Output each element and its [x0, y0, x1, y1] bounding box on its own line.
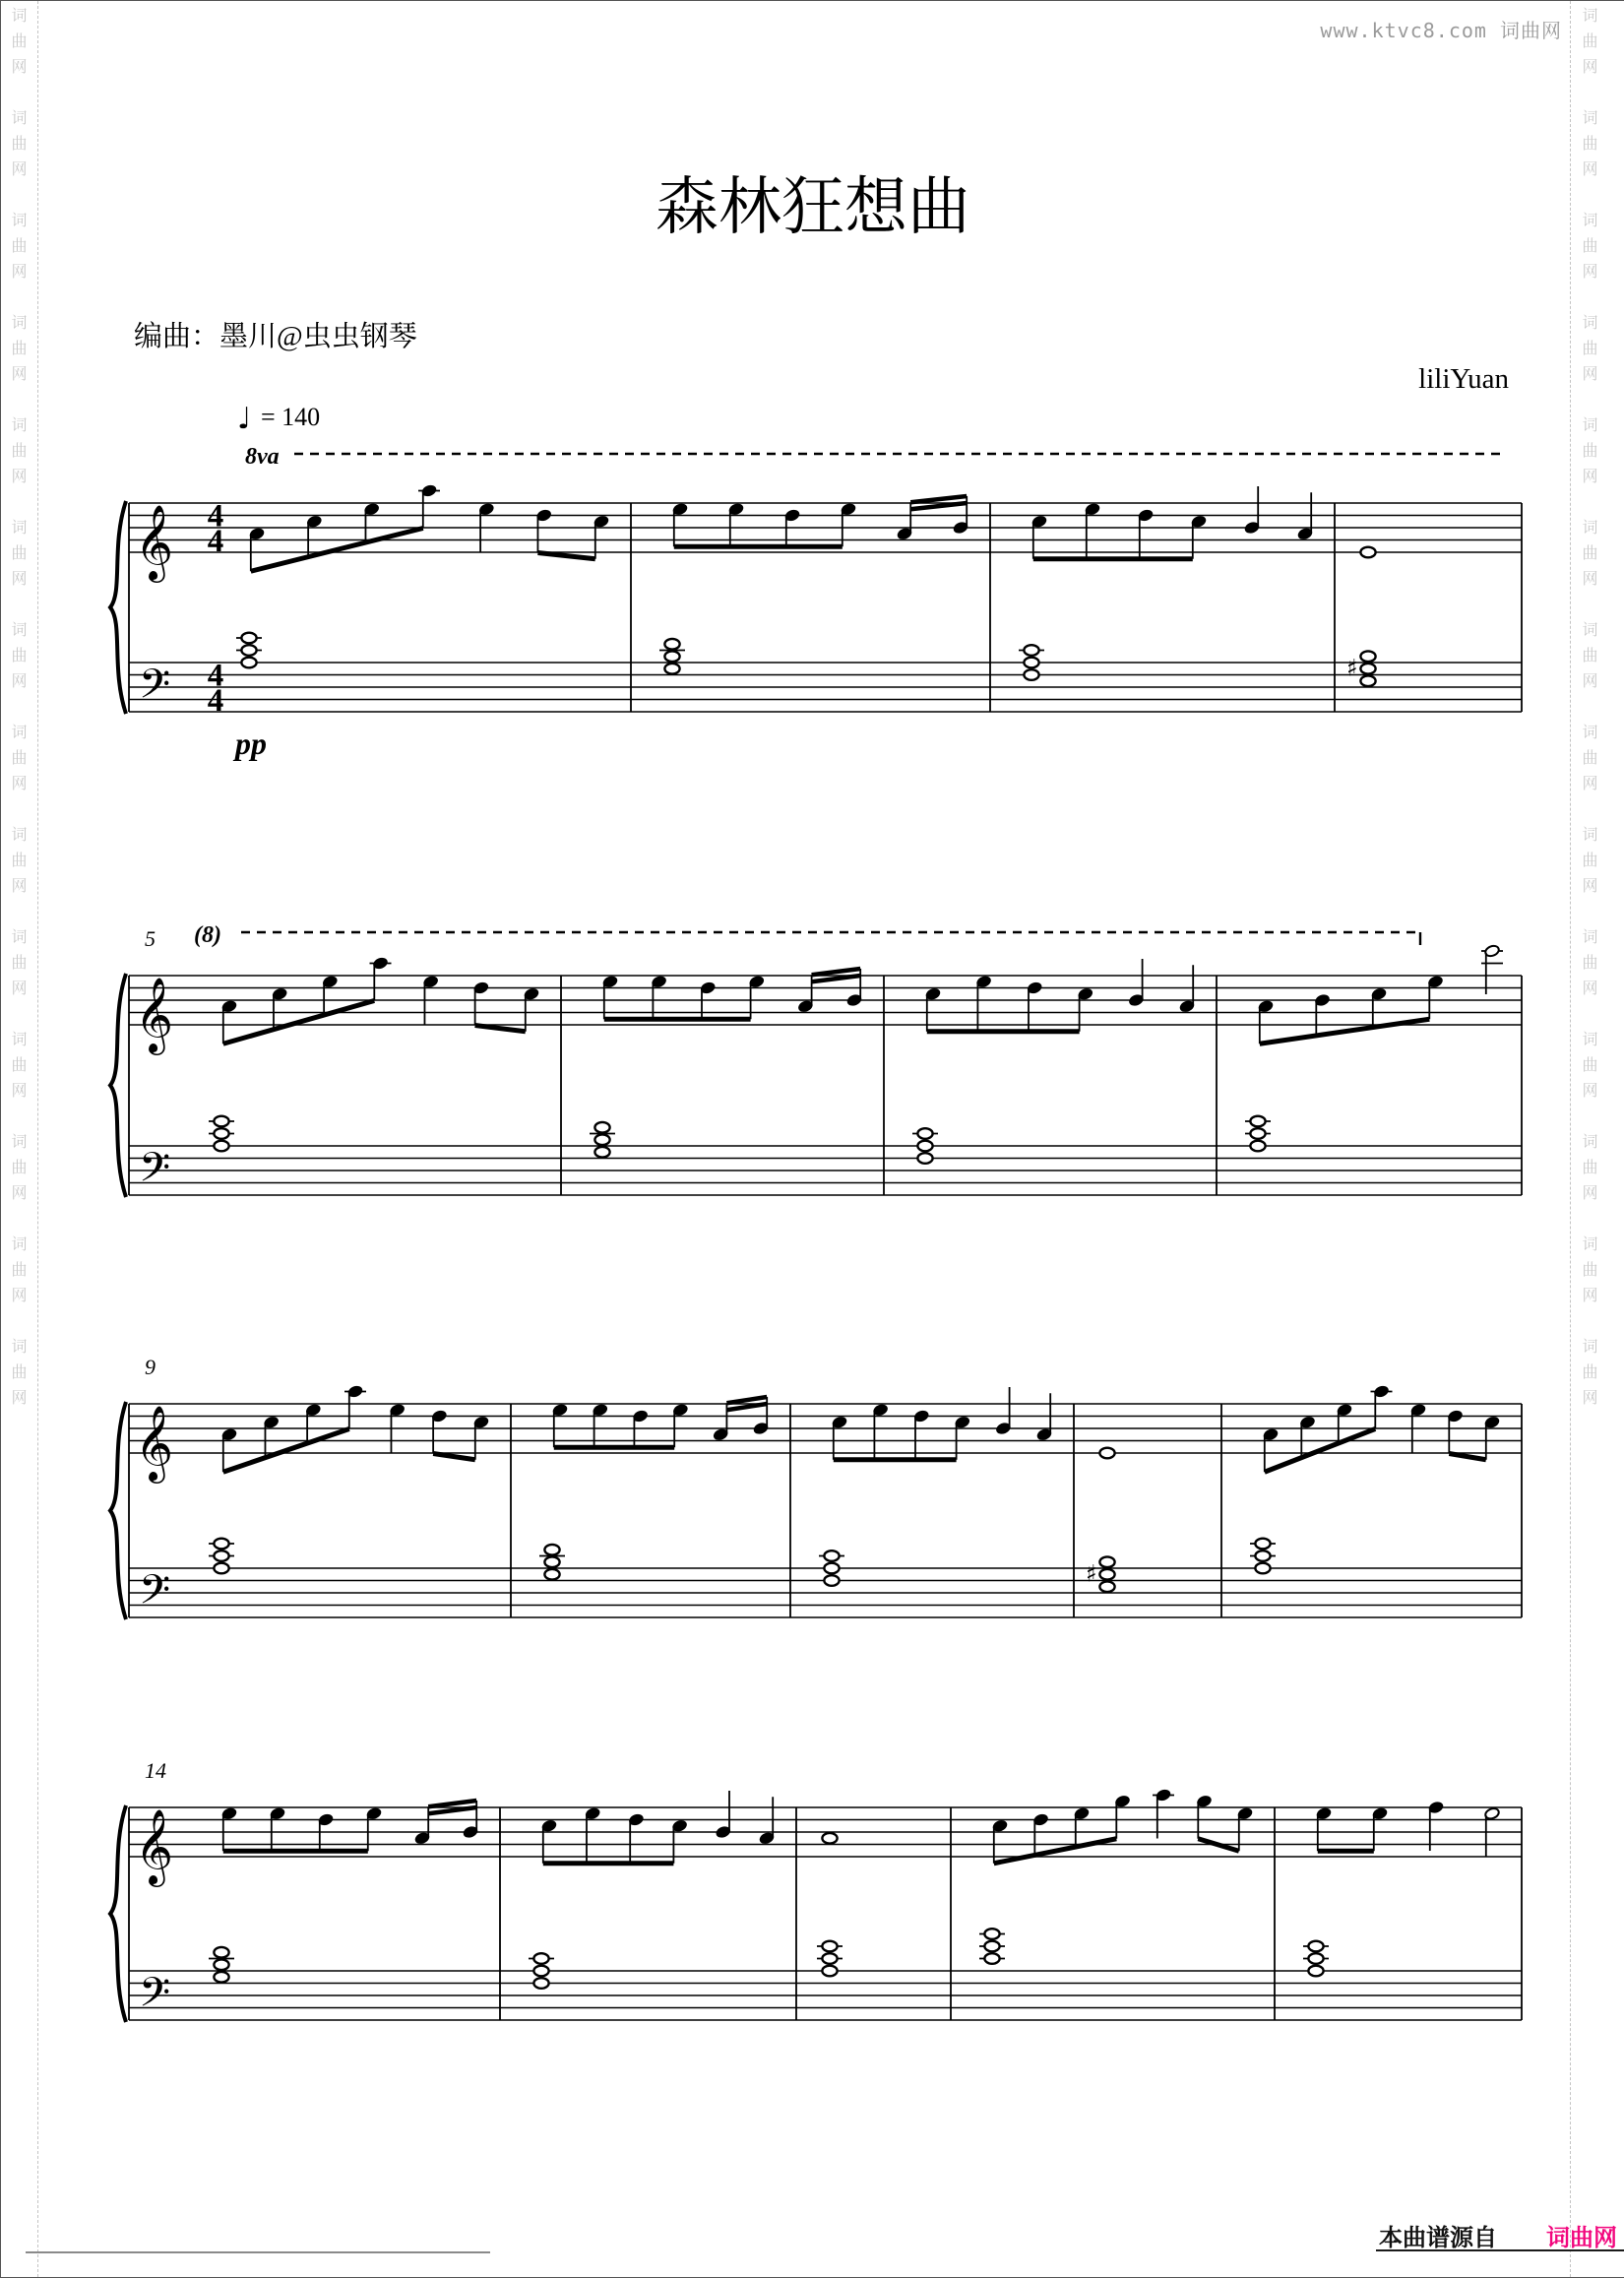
- notehead: [214, 1128, 228, 1139]
- beam: [1449, 1454, 1486, 1460]
- system: [110, 1758, 1522, 2026]
- notehead: [214, 1116, 228, 1127]
- bass-clef-icon: 𝄢: [139, 1566, 171, 1623]
- measure: [539, 1397, 769, 1580]
- footer-source-prefix: 本曲谱源自: [1379, 2224, 1497, 2251]
- notehead: [824, 1550, 839, 1561]
- bass-chord: [590, 1122, 615, 1158]
- measure: [209, 957, 539, 1152]
- notehead: [984, 1929, 999, 1939]
- notehead: [1308, 1953, 1323, 1964]
- system-brace: [110, 1805, 126, 2022]
- beam: [223, 1001, 374, 1044]
- measure-number: 9: [145, 1355, 156, 1379]
- notehead: [1250, 1128, 1265, 1139]
- notehead: [214, 1972, 228, 1983]
- bass-clef-icon: 𝄢: [139, 1969, 171, 2026]
- measure: [209, 1801, 478, 1983]
- bass-chord: [1086, 1556, 1115, 1592]
- measure: [1086, 1448, 1115, 1592]
- song-title: 森林狂想曲: [656, 172, 970, 242]
- notehead: [664, 639, 679, 650]
- notehead: [664, 651, 679, 662]
- notehead: [1024, 669, 1038, 680]
- bass-clef-icon: 𝄢: [139, 1144, 171, 1201]
- notehead: [1360, 664, 1375, 674]
- measure: [209, 1385, 489, 1574]
- notehead: [822, 1953, 837, 1964]
- footer-source: [1379, 2218, 1617, 2252]
- time-signature-bottom: 4: [207, 524, 224, 559]
- beam: [726, 1397, 767, 1403]
- beam: [251, 529, 423, 572]
- footer-source-site[interactable]: 词曲网: [1546, 2224, 1617, 2251]
- system-brace: [110, 501, 126, 714]
- notehead: [214, 1141, 228, 1152]
- system: [110, 926, 1522, 1201]
- notehead: [1250, 1116, 1265, 1127]
- bass-clef-icon: 𝄢: [139, 661, 171, 718]
- measure: [1250, 1385, 1500, 1574]
- system: [110, 1355, 1522, 1623]
- notehead: [533, 1966, 548, 1977]
- notehead: [984, 1953, 999, 1964]
- notehead: [544, 1556, 559, 1567]
- notehead: [241, 633, 256, 644]
- notehead: [1360, 675, 1375, 686]
- arranger-credit: 编曲：墨川@虫虫钢琴: [134, 321, 417, 352]
- notehead: [1360, 651, 1375, 662]
- notehead: [824, 1575, 839, 1586]
- bass-chord: [659, 639, 685, 674]
- beam: [223, 1429, 349, 1473]
- notehead: [214, 1563, 228, 1574]
- beam: [812, 969, 861, 975]
- notehead: [214, 1959, 228, 1970]
- time-signature-top: 4: [207, 658, 224, 694]
- beam: [433, 1454, 475, 1460]
- notehead: [984, 1941, 999, 1952]
- treble-clef-icon: 𝄞: [135, 1405, 174, 1481]
- notehead: [1255, 1550, 1270, 1561]
- beam: [1260, 1019, 1430, 1044]
- bass-chord: [979, 1929, 1005, 1964]
- notehead: [533, 1953, 548, 1964]
- notehead: [917, 1128, 932, 1139]
- notehead: [1255, 1563, 1270, 1574]
- notehead: [241, 645, 256, 656]
- score-svg: [1, 1, 1624, 2277]
- system-brace: [110, 1402, 126, 1619]
- time-signature-bottom: 4: [207, 683, 224, 719]
- measure-number: 5: [145, 926, 156, 951]
- measure: [659, 496, 968, 674]
- notehead: [594, 1122, 609, 1133]
- notehead: [917, 1153, 932, 1164]
- site-watermark: www.ktvc8.com 词曲网: [1320, 19, 1562, 42]
- sharp-accidental: ♯: [1086, 1559, 1097, 1588]
- notehead: [214, 1550, 228, 1561]
- notehead: [664, 664, 679, 674]
- notehead: [241, 658, 256, 668]
- beam: [537, 553, 594, 559]
- measure: [236, 484, 609, 668]
- author-credit: liliYuan: [1418, 363, 1509, 395]
- treble-clef-icon: 𝄞: [135, 977, 174, 1052]
- notehead: [1099, 1569, 1114, 1580]
- tempo-value: = 140: [261, 403, 321, 431]
- beam: [726, 1404, 767, 1410]
- notehead: [1024, 645, 1038, 656]
- measure: [912, 959, 1195, 1164]
- notehead: [544, 1545, 559, 1555]
- left-side-watermark-rail: 词曲网 词曲网 词曲网 词曲网 词曲网 词曲网 词曲网 词曲网 词曲网 词曲网 词曲网 词曲网 词曲网 词曲网: [9, 7, 28, 1440]
- notehead: [1250, 1141, 1265, 1152]
- notehead: [1099, 1448, 1114, 1459]
- notehead: [822, 1833, 837, 1844]
- beam: [428, 1807, 476, 1813]
- sharp-accidental: ♯: [1346, 654, 1358, 682]
- notehead: [1308, 1941, 1323, 1952]
- notehead: [1099, 1556, 1114, 1567]
- beam: [428, 1801, 476, 1806]
- notehead: [1099, 1581, 1114, 1592]
- octave-mark-label: (8): [194, 922, 221, 948]
- measure: [979, 1789, 1253, 1964]
- bass-chord: [1346, 651, 1376, 686]
- measure-number: 14: [145, 1758, 166, 1783]
- notehead: [594, 1134, 609, 1145]
- beam: [1265, 1429, 1376, 1473]
- measure: [1346, 547, 1376, 686]
- notehead: [214, 1947, 228, 1958]
- notehead: [824, 1563, 839, 1574]
- notehead: [214, 1539, 228, 1550]
- beam: [812, 976, 861, 981]
- beam: [475, 1026, 526, 1032]
- dynamic-marking: pp: [235, 726, 267, 761]
- measure: [1303, 1801, 1500, 1976]
- measure: [590, 969, 862, 1158]
- bass-chord: [209, 1947, 234, 1983]
- tempo-beat-icon: ♩: [237, 402, 252, 436]
- treble-clef-icon: 𝄞: [135, 1808, 174, 1884]
- notehead: [1024, 658, 1038, 668]
- notehead: [544, 1569, 559, 1580]
- notehead: [1308, 1966, 1323, 1977]
- beam: [910, 496, 967, 502]
- system: [110, 484, 1522, 719]
- notehead: [822, 1941, 837, 1952]
- right-side-watermark-rail: 词曲网 词曲网 词曲网 词曲网 词曲网 词曲网 词曲网 词曲网 词曲网 词曲网 词曲网 词曲网 词曲网 词曲网: [1580, 7, 1598, 1440]
- time-signature-top: 4: [207, 498, 224, 535]
- beam: [910, 503, 967, 509]
- notehead: [533, 1978, 548, 1989]
- notehead: [822, 1966, 837, 1977]
- measure: [817, 1833, 843, 1976]
- system-brace: [110, 974, 126, 1197]
- treble-clef-icon: 𝄞: [135, 504, 174, 580]
- notehead: [917, 1141, 932, 1152]
- notehead: [1255, 1539, 1270, 1550]
- octave-mark-label: 8va: [245, 444, 280, 470]
- beam: [994, 1839, 1117, 1864]
- notehead: [1360, 547, 1375, 558]
- bass-chord: [539, 1545, 565, 1580]
- notehead: [594, 1147, 609, 1158]
- footer-left-rule: [26, 2251, 490, 2253]
